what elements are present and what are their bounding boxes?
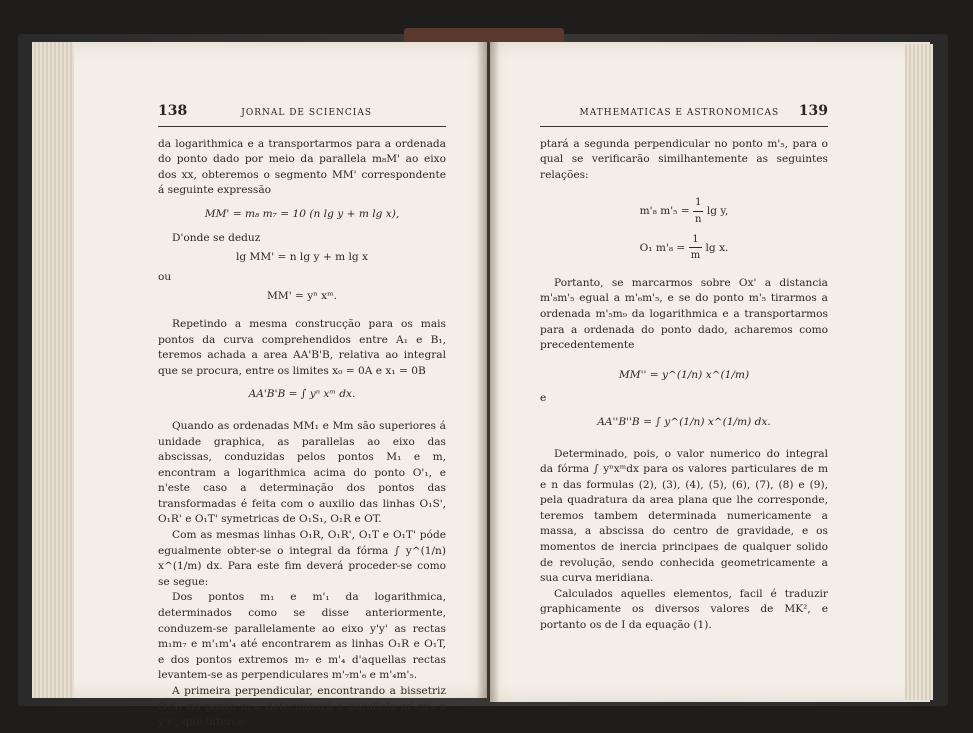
- right-running-head: MATHEMATICAS E ASTRONOMICAS: [579, 108, 780, 118]
- left-eq-3: MM' = yⁿ xᵐ.: [267, 290, 337, 303]
- left-para-2: Repetindo a mesma construcção para os mais pontos da curva comprehendidos entre A₁ e B₁, teremos achada a area AA'B'B, relativa ao integral que se procura, entre os limites x₀ = 0A e x₁ = 0B: [158, 317, 446, 377]
- right-eq-4: AA''B''B = ∫ y^(1/n) x^(1/m) dx.: [597, 415, 771, 428]
- left-para-5: Dos pontos m₁ e m'₁ da logarithmica, determinados como se disse anteriormente, conduzem-se parallelamente ao eixo y'y' as rectas m₁m₇ e m'₁m'₄ até encontrarem as linhas O₁R e O₁T, e dos pontos extremos m₇ e m'₄ d'aquellas rectas levantem-se as perpendiculares m'₇m'₆ e m'₄m'₅.: [158, 591, 446, 682]
- right-eq-1: [540, 195, 828, 227]
- right-para-4: Calculados aquelles elementos, facil é traduzir graphicamente os diversos valores de MK², e portanto os de I da equação (1).: [540, 587, 828, 632]
- right-eq-2-num: 1: [689, 232, 702, 249]
- right-para-1: ptará a segunda perpendicular no ponto m'₅, para o qual se verificarão similhantemente as seguintes relações:: [540, 137, 828, 181]
- right-page-edges: [905, 44, 933, 700]
- right-page-content: [540, 104, 828, 634]
- left-page-edges: [32, 42, 74, 698]
- left-page-content: [158, 104, 446, 731]
- right-eq-1-fraction: [693, 195, 703, 227]
- left-header: [158, 104, 446, 127]
- right-eq-1-left: m'₈ m'₅ =: [639, 205, 694, 218]
- right-eq-1-right: lg y,: [706, 205, 729, 218]
- left-eq-4: AA'B'B = ∫ yⁿ xᵐ dx.: [248, 388, 356, 401]
- right-eq-2-fraction: [689, 232, 702, 264]
- right-eq-2-right: lg x.: [705, 241, 729, 254]
- left-ou: ou: [158, 270, 172, 283]
- right-page-number: 139: [798, 103, 828, 119]
- right-eq-2: [540, 232, 828, 264]
- left-page-number: 138: [158, 103, 188, 119]
- left-para-3: Quando as ordenadas MM₁ e Mm são superiores á unidade graphica, as parallelas ao eixo das abscissas, conduzidas pelos pontos M₁ e m, encontram a logarithmica acima do ponto O'₁, e n'este caso a determinação dos pontos das transformadas é feita com o auxilio das linhas O₁S', O₁R' e O₁T' symetricas de O₁S₁, O₁R e OT.: [158, 419, 446, 526]
- right-e: e: [540, 392, 547, 405]
- left-para-1: da logarithmica e a transportarmos para a ordenada do ponto dado por meio da parallela m₈M' ao eixo dos xx, obteremos o segmento MM' correspondente á seguinte expressão: [158, 137, 446, 197]
- left-dedux: D'onde se deduz: [172, 231, 261, 244]
- right-para-3: Determinado, pois, o valor numerico do integral da fórma ∫ yⁿxᵐdx para os valores particulares de m e n das formulas (2), (3), (4), (5), (6), (7), (8) e (9), pela quadratura da area plana que lhe corresponde, teremos tambem determinada numericamente a massa, a abscissa do centro de gravidade, e os momentos de inercia principaes de qualquer solido de revolução, sendo conhecida geometricamente a sua curva meridiana.: [540, 447, 828, 585]
- left-eq-2: lg MM' = n lg y + m lg x: [235, 251, 368, 264]
- right-eq-1-den: n: [695, 213, 702, 225]
- left-para-6: A primeira perpendicular, encontrando a bissetriz O₁S₁ no ponto m'₆, determinará a parallela m'₆m'₅ a y'y', que interce-: [158, 685, 446, 729]
- right-para-2: Portanto, se marcarmos sobre Ox' a distancia m'₈m'₅ egual a m'₆m'₅, e se do ponto m'₅ tirarmos a ordenada m'₅m₉ da logarithmica e a transportarmos para a ordenada do ponto dado, acharemos como precedentemente: [540, 276, 828, 352]
- right-header: [540, 104, 828, 127]
- book-gutter: [476, 42, 500, 702]
- right-eq-1-num: 1: [693, 195, 703, 212]
- left-eq-1: MM' = m₈ m₇ = 10 (n lg y + m lg x),: [204, 207, 400, 220]
- right-eq-3: MM'' = y^(1/n) x^(1/m): [618, 368, 750, 381]
- right-eq-2-left: O₁ m'₈ =: [639, 241, 689, 254]
- left-para-4: Com as mesmas linhas O₁R, O₁R', O₁T e O₁T' póde egualmente obter-se o integral da fórma ∫ y^(1/n) x^(1/m) dx. Para este fim deverá proceder-se como se segue:: [158, 529, 446, 588]
- left-running-head: JORNAL DE SCIENCIAS: [241, 108, 372, 118]
- right-eq-2-den: m: [690, 250, 701, 262]
